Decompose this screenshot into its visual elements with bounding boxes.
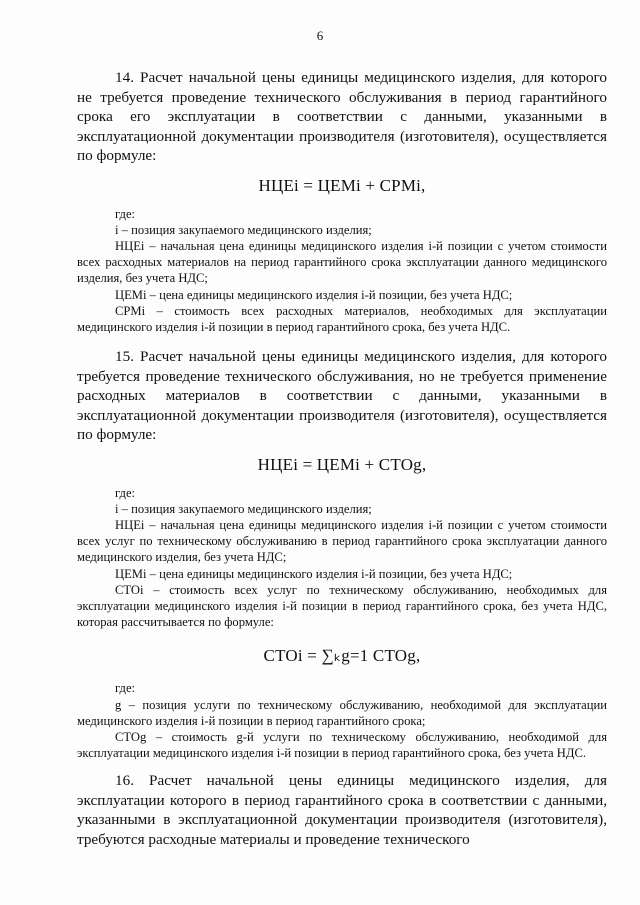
- definition-14-srm: СРМi – стоимость всех расходных материалов, необходимых для эксплуатации медицинского изделия i-й позиции в период гарантийного срока, без учета НДС.: [77, 303, 607, 334]
- where-label-15: где:: [115, 485, 136, 500]
- definition-15-stog: СТОg – стоимость g-й услуги по техническому обслуживанию, необходимой для эксплуатации медицинского изделия i-й позиции в период гарантийного срока, без учета НДС.: [77, 730, 607, 761]
- definition-15-g: g – позиция услуги по техническому обслуживанию, необходимой для эксплуатации медицинского изделия i-й позиции в период гарантийного срока;: [77, 697, 607, 728]
- where-label-15b: где:: [115, 681, 136, 696]
- formula-sto-sum: СТОi = ∑ₖg=1 СТОg,: [263, 646, 421, 666]
- definition-14-tsem: ЦЕМi – цена единицы медицинского изделия i-й позиции, без учета НДС;: [115, 287, 513, 302]
- section-16-paragraph: 16. Расчет начальной цены единицы медицинского изделия, для эксплуатации которого в период гарантийного срока в соответствии с данными, указанными в эксплуатационной документации производителя (изготовителя), требуются расходные материалы и проведение технического: [77, 772, 607, 848]
- formula-14: НЦЕi = ЦЕМi + СРМi,: [258, 175, 426, 195]
- definition-14-ntse: НЦЕi – начальная цена единицы медицинского изделия i-й позиции с учетом стоимости всех расходных материалов на период гарантийного срока эксплуатации данного медицинского изделия, без учета НДС;: [77, 238, 607, 286]
- page-number: 6: [316, 28, 324, 43]
- definition-15-ntse: НЦЕi – начальная цена единицы медицинского изделия i-й позиции с учетом стоимости всех услуг по техническому обслуживанию в период гарантийного срока эксплуатации данного медицинского изделия, без учета НДС;: [77, 518, 607, 565]
- section-14-paragraph: 14. Расчет начальной цены единицы медицинского изделия, для которого не требуется проведение технического обслуживания в период гарантийного срока его эксплуатации в соответствии с данными, указанными в эксплуатационной документации производителя (изготовителя), осуществляется по формуле:: [77, 69, 607, 164]
- definition-15-tsem: ЦЕМi – цена единицы медицинского изделия i-й позиции, без учета НДС;: [115, 566, 513, 581]
- definition-15-sto: СТОi – стоимость всех услуг по техническому обслуживанию, необходимых для эксплуатации медицинского изделия i-й позиции в период гарантийного срока, без учета НДС, которая рассчитывается по формуле:: [77, 582, 607, 630]
- definition-14-i: i – позиция закупаемого медицинского изделия;: [115, 222, 372, 237]
- definition-15-i: i – позиция закупаемого медицинского изделия;: [115, 501, 372, 516]
- document-body: [77, 68, 607, 849]
- section-15-paragraph: 15. Расчет начальной цены единицы медицинского изделия, для которого требуется проведение технического обслуживания, но не требуется применение расходных материалов в соответствии с данными, указанными в эксплуатационной документации производителя (изготовителя), осуществляется по формуле:: [77, 348, 607, 444]
- formula-15: НЦЕi = ЦЕМi + СТОg,: [257, 454, 427, 474]
- where-label-14: где:: [115, 206, 136, 221]
